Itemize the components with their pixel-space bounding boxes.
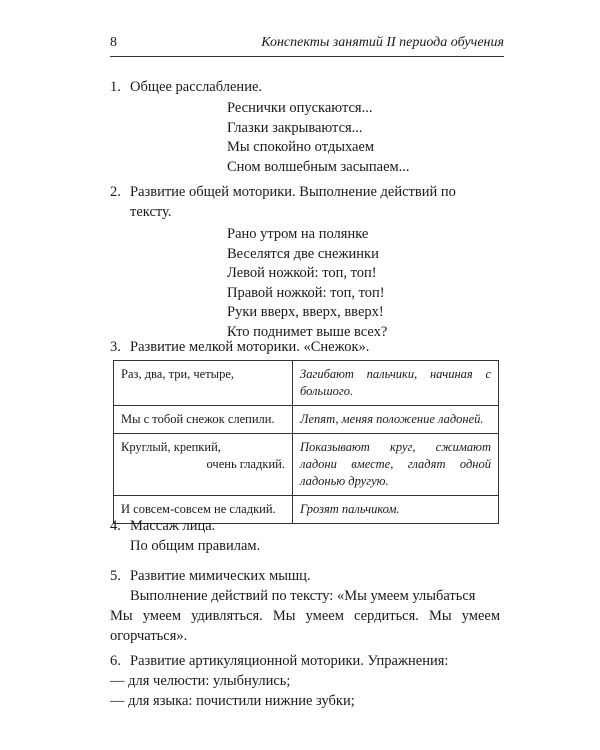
table-cell: Загибают пальчики, начиная с большого. [293,361,499,406]
page-number: 8 [110,35,117,50]
cell-line: очень гладкий. [206,457,285,471]
table-cell: Грозят пальчиком. [293,496,499,524]
poem-line: Рано утром на полянке [227,226,369,242]
poem-line: Сном волшебным засыпаем... [227,158,410,175]
section-title-continued: тексту. [130,204,172,220]
section-title: Развитие мимических мышц. [130,568,311,584]
section-number: 4. [110,518,121,534]
running-title: Конспекты занятий II периода обучения [261,35,504,50]
table-cell: Мы с тобой снежок слепили. [114,406,293,434]
section-6-heading [110,651,448,671]
poem-line: Правой ножкой: топ, топ! [227,284,385,301]
table-cell: Показывают круг, сжимают ладони вместе, гладят одной ладонью другую. [293,434,499,496]
poem-line: Кто поднимет выше всех? [227,323,388,340]
poem-line: Мы спокойно отдыхаем [227,139,375,155]
section-title: Массаж лица. [130,518,216,534]
section-number: 3. [110,339,121,355]
section-3-heading [110,337,369,357]
exercise-item: — для языка: почистили нижние зубки; [110,693,355,709]
table-cell [114,434,293,496]
table-cell: Раз, два, три, четыре, [114,361,293,406]
exercise-item: — для челюсти: улыбнулись; [110,673,291,689]
section-4-heading [110,516,260,556]
section-title: Общее расслабление. [130,79,263,95]
section-text: По общим правилам. [130,538,261,554]
table-row [114,406,499,434]
section-title: Развитие мелкой моторики. «Снежок». [130,339,370,355]
section-number: 6. [110,653,121,669]
exercise-table [113,360,499,524]
section-5 [110,566,500,646]
table-row [114,434,499,496]
section-number: 5. [110,568,121,584]
section-1-heading [110,77,262,97]
section-2-heading [110,182,500,222]
poem-line: Веселятся две снежинки [227,245,379,262]
section-title: Развитие общей моторики. Выполнение действий по [130,184,456,200]
running-header [110,34,504,57]
poem-line: Реснички опускаются... [227,100,373,116]
table-cell: Лепят, меняя положение ладоней. [293,406,499,434]
poem-line: Глазки закрываются... [227,119,363,136]
table-cell: И совсем-совсем не сладкий. [114,496,293,524]
section-number: 2. [110,184,121,200]
section-1-poem [227,99,410,177]
section-title: Развитие артикуляционной моторики. Упражнения: [130,653,449,669]
section-2-poem [227,225,387,342]
cell-line: Круглый, крепкий, [121,440,221,454]
poem-line: Руки вверх, вверх, вверх! [227,304,384,320]
section-text: Выполнение действий по тексту: «Мы умеем улыбаться [130,588,476,604]
section-text-continued: Мы умеем удивляться. Мы умеем сердиться. Мы умеем огорчаться». [110,608,500,644]
poem-line: Левой ножкой: топ, топ! [227,265,377,281]
table-row [114,361,499,406]
section-number: 1. [110,79,121,95]
